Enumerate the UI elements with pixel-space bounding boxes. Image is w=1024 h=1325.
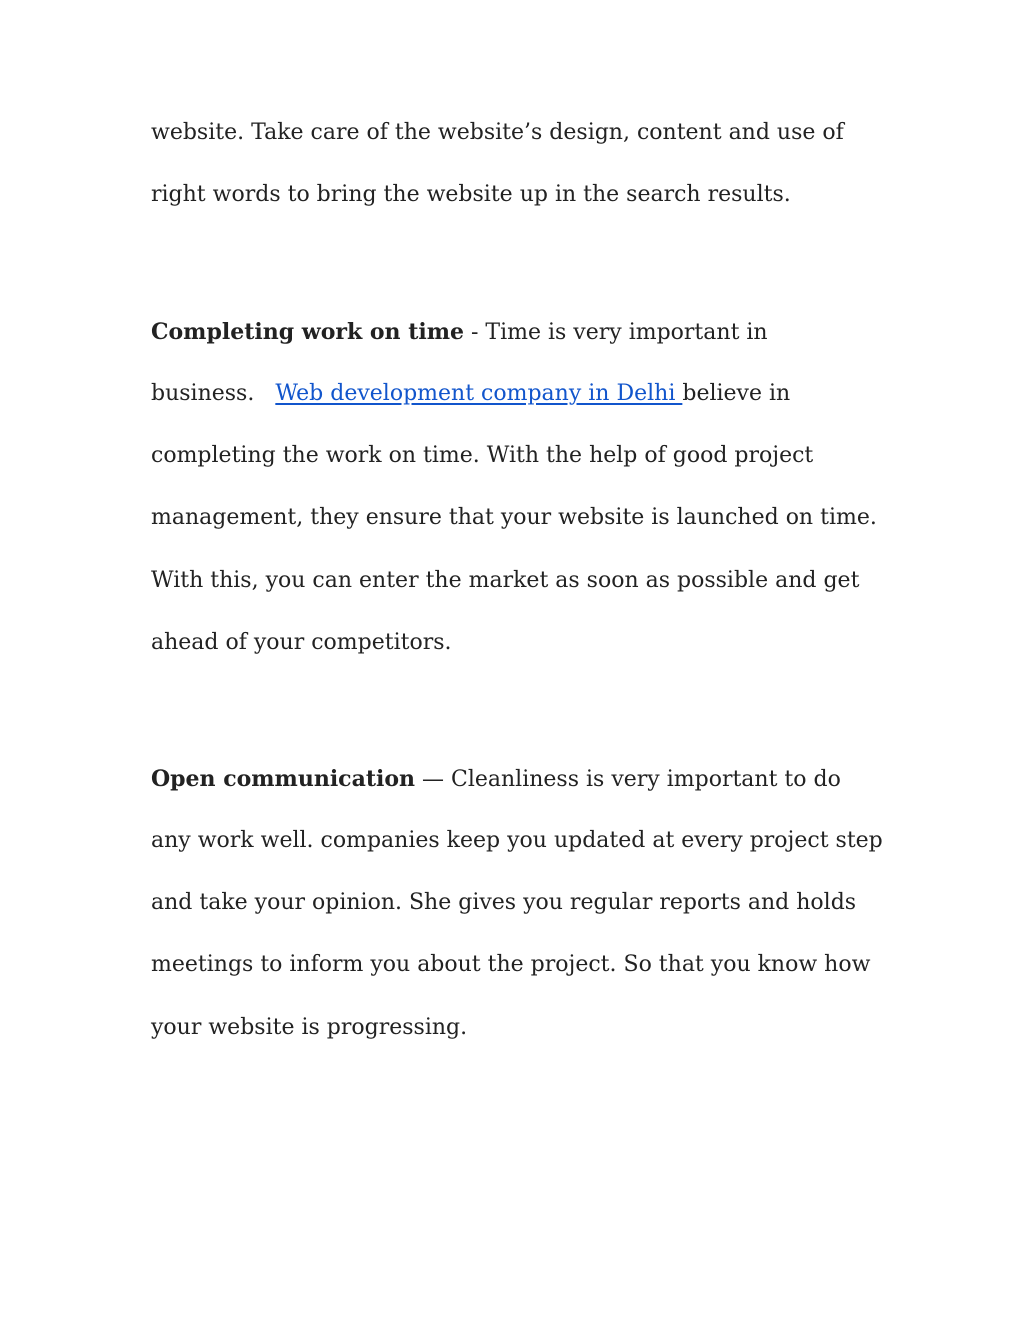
on-time-line-3: completing the work on time. With the help of good project <box>151 443 814 468</box>
communication-line-2: any work well. companies keep you updated at every project step <box>151 828 883 853</box>
on-time-line-2-prefix: business. <box>151 381 276 406</box>
intro-line-2: right words to bring the website up in the search results. <box>151 182 791 207</box>
communication-intro-text: — Cleanliness is very important to do <box>415 767 841 792</box>
on-time-line-4: management, they ensure that your website is launched on time. <box>151 505 877 530</box>
communication-line-3: and take your opinion. She gives you regular reports and holds <box>151 890 857 915</box>
on-time-line-5: With this, you can enter the market as soon as possible and get <box>151 568 860 593</box>
web-development-company-link[interactable]: Web development company in Delhi <box>275 381 683 406</box>
on-time-line-2 <box>151 379 790 409</box>
on-time-line-1 <box>151 317 768 348</box>
on-time-line-2-suffix: believe in <box>682 381 791 406</box>
on-time-intro-text: - Time is very important in <box>463 320 768 345</box>
intro-line-1: website. Take care of the website’s design, content and use of <box>151 120 844 145</box>
communication-line-4: meetings to inform you about the project. So that you know how <box>151 952 871 977</box>
communication-heading: Open communication <box>151 766 416 792</box>
on-time-heading: Completing work on time <box>151 319 464 345</box>
communication-line-5: your website is progressing. <box>151 1015 468 1040</box>
communication-line-1 <box>151 764 841 795</box>
on-time-line-6: ahead of your competitors. <box>151 630 452 655</box>
